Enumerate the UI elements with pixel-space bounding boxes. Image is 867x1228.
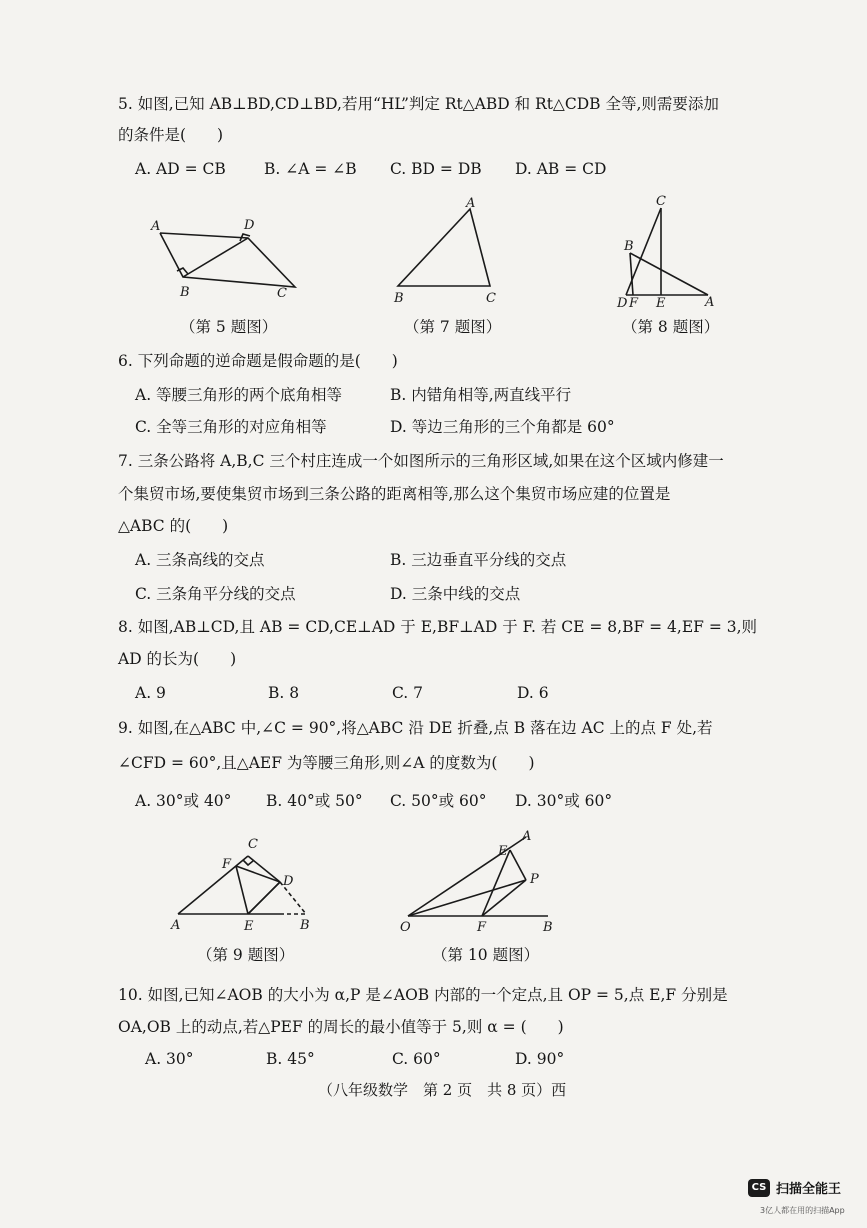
fig10-label-a: A — [522, 829, 532, 844]
figure-7 — [390, 195, 520, 305]
fig7-label-a: A — [466, 196, 476, 211]
fig9-caption: （第 9 题图） — [197, 946, 295, 964]
fig5-caption: （第 5 题图） — [180, 318, 278, 336]
q9-option-c: C. 50°或 60° — [390, 792, 487, 810]
fig7-label-c: C — [486, 291, 496, 306]
fig10-label-o: O — [400, 920, 411, 935]
figure-10 — [398, 830, 558, 935]
q10-stem-line2: OA,OB 上的动点,若△PEF 的周长的最小值等于 5,则 α = ( ) — [118, 1018, 564, 1036]
fig8-label-f: F — [629, 296, 639, 311]
q8-stem-line1: 8. 如图,AB⊥CD,且 AB = CD,CE⊥AD 于 E,BF⊥AD 于 F. 若 CE = 8,BF = 4,EF = 3,则 — [118, 618, 758, 636]
q6-option-a: A. 等腰三角形的两个底角相等 — [135, 386, 343, 404]
q8-option-b: B. 8 — [268, 684, 300, 702]
q8-stem-line2: AD 的长为( ) — [118, 650, 237, 668]
q7-option-d: D. 三条中线的交点 — [390, 585, 521, 603]
fig9-label-e: E — [244, 919, 254, 934]
fig5-label-a: A — [151, 219, 161, 234]
q10-option-a: A. 30° — [145, 1050, 194, 1068]
q10-option-c: C. 60° — [392, 1050, 441, 1068]
fig9-label-b: B — [300, 918, 310, 933]
page-footer: （八年级数学 第 2 页 共 8 页）西 — [318, 1081, 567, 1099]
q9-option-a: A. 30°或 40° — [135, 792, 232, 810]
q5-stem-line2: 的条件是( ) — [118, 126, 224, 144]
q6-option-c: C. 全等三角形的对应角相等 — [135, 418, 327, 436]
scanner-subtitle: 3亿人都在用的扫描App — [760, 1206, 845, 1215]
q5-option-b: B. ∠A = ∠B — [264, 160, 357, 178]
q7-stem-line2: 个集贸市场,要使集贸市场到三条公路的距离相等,那么这个集贸市场应建的位置是 — [118, 485, 671, 503]
q8-option-d: D. 6 — [517, 684, 549, 702]
q9-option-b: B. 40°或 50° — [266, 792, 363, 810]
q7-stem-line3: △ABC 的( ) — [118, 517, 229, 535]
figure-5 — [140, 210, 310, 310]
q6-stem: 6. 下列命题的逆命题是假命题的是( ) — [118, 352, 398, 370]
q5-stem-line1: 5. 如图,已知 AB⊥BD,CD⊥BD,若用“HL”判定 Rt△ABD 和 Rt△CDB 全等,则需要添加 — [118, 95, 719, 113]
fig9-label-a: A — [171, 918, 181, 933]
q7-option-c: C. 三条角平分线的交点 — [135, 585, 296, 603]
fig8-label-d: D — [617, 296, 628, 311]
fig5-label-b: B — [180, 285, 190, 300]
fig5-label-c: C — [277, 286, 287, 301]
fig9-label-d: D — [283, 874, 294, 889]
q7-option-a: A. 三条高线的交点 — [135, 551, 265, 569]
fig10-label-f: F — [477, 920, 487, 935]
q10-option-d: D. 90° — [515, 1050, 565, 1068]
fig8-label-c: C — [656, 194, 666, 209]
q7-option-b: B. 三边垂直平分线的交点 — [390, 551, 567, 569]
fig9-label-c: C — [248, 837, 258, 852]
fig8-caption: （第 8 题图） — [622, 318, 720, 336]
figure-8 — [608, 195, 728, 310]
q9-stem-line2: ∠CFD = 60°,且△AEF 为等腰三角形,则∠A 的度数为( ) — [118, 754, 535, 772]
fig8-label-b: B — [624, 239, 634, 254]
q5-option-a: A. AD = CB — [135, 160, 226, 178]
q10-stem-line1: 10. 如图,已知∠AOB 的大小为 α,P 是∠AOB 内部的一个定点,且 OP = 5,点 E,F 分别是 — [118, 986, 728, 1004]
scanner-title: 扫描全能王 — [776, 1182, 842, 1197]
fig10-label-e: E — [498, 844, 508, 859]
figure-9 — [168, 832, 318, 937]
fig5-label-d: D — [244, 218, 255, 233]
scanner-logo-icon: CS — [748, 1179, 770, 1197]
fig8-label-e: E — [656, 296, 666, 311]
q6-option-b: B. 内错角相等,两直线平行 — [390, 386, 572, 404]
fig10-label-b: B — [543, 920, 553, 935]
q6-option-d: D. 等边三角形的三个角都是 60° — [390, 418, 615, 436]
q9-stem-line1: 9. 如图,在△ABC 中,∠C = 90°,将△ABC 沿 DE 折叠,点 B 落在边 AC 上的点 F 处,若 — [118, 719, 713, 737]
q5-option-d: D. AB = CD — [515, 160, 607, 178]
q5-option-c: C. BD = DB — [390, 160, 482, 178]
q8-option-c: C. 7 — [392, 684, 424, 702]
scanner-badge — [748, 1178, 841, 1197]
q7-stem-line1: 7. 三条公路将 A,B,C 三个村庄连成一个如图所示的三角形区域,如果在这个区域内修建一 — [118, 452, 724, 470]
q10-option-b: B. 45° — [266, 1050, 315, 1068]
fig7-label-b: B — [394, 291, 404, 306]
fig10-caption: （第 10 题图） — [432, 946, 540, 964]
q8-option-a: A. 9 — [135, 684, 166, 702]
fig8-label-a: A — [705, 295, 715, 310]
fig7-caption: （第 7 题图） — [404, 318, 502, 336]
fig10-label-p: P — [530, 872, 539, 887]
fig9-label-f: F — [222, 857, 232, 872]
q9-option-d: D. 30°或 60° — [515, 792, 613, 810]
